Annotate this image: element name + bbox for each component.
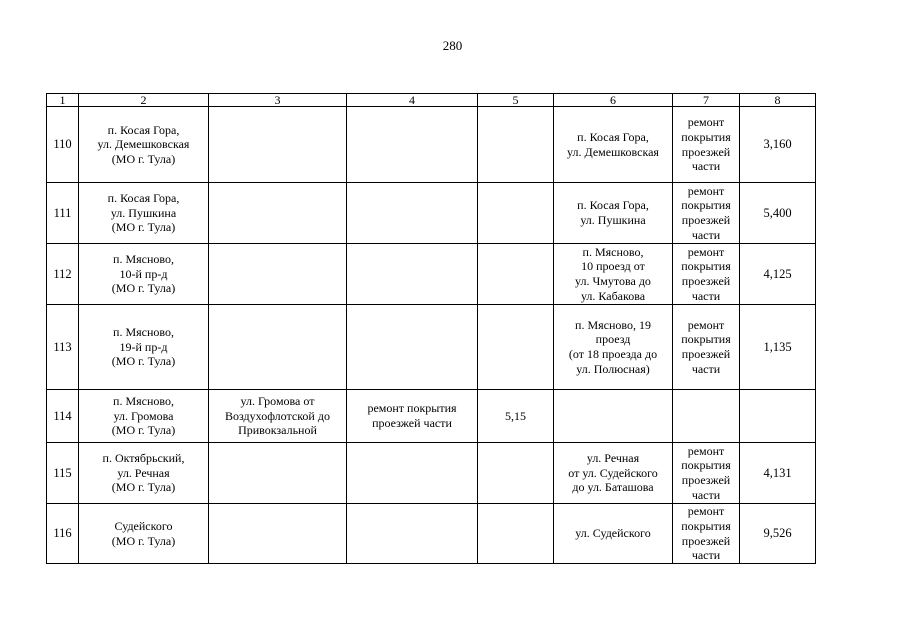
- length-cell: [478, 443, 554, 504]
- table-row: [47, 443, 816, 504]
- row-number: 112: [47, 244, 79, 305]
- length-cell: 3,160: [740, 107, 816, 183]
- work-type-cell: [347, 443, 478, 504]
- row-number: 113: [47, 305, 79, 390]
- column-header: 4: [347, 94, 478, 107]
- length-cell: 5,15: [478, 390, 554, 443]
- length-cell: [740, 390, 816, 443]
- column-header: 3: [209, 94, 347, 107]
- work-type-cell: ремонт покрытия проезжей части: [673, 183, 740, 244]
- section-cell: [209, 107, 347, 183]
- work-type-cell: [347, 305, 478, 390]
- length-cell: [478, 305, 554, 390]
- location-cell: п. Косая Гора, ул. Демешковская (МО г. Тула): [79, 107, 209, 183]
- length-cell: [478, 244, 554, 305]
- section-cell: [209, 504, 347, 564]
- work-type-cell: ремонт покрытия проезжей части: [347, 390, 478, 443]
- section-cell: ул. Громова от Воздухофлотской до Привокзальной: [209, 390, 347, 443]
- length-cell: 5,400: [740, 183, 816, 244]
- work-type-cell: ремонт покрытия проезжей части: [673, 244, 740, 305]
- work-type-cell: [347, 504, 478, 564]
- length-cell: 9,526: [740, 504, 816, 564]
- section-cell: п. Мясново, 10 проезд от ул. Чмутова до ул. Кабакова: [554, 244, 673, 305]
- location-cell: п. Мясново, ул. Громова (МО г. Тула): [79, 390, 209, 443]
- work-type-cell: ремонт покрытия проезжей части: [673, 305, 740, 390]
- work-type-cell: [347, 107, 478, 183]
- length-cell: 1,135: [740, 305, 816, 390]
- work-type-cell: ремонт покрытия проезжей части: [673, 443, 740, 504]
- table-row: [47, 183, 816, 244]
- section-cell: ул. Судейского: [554, 504, 673, 564]
- location-cell: п. Октябрьский, ул. Речная (МО г. Тула): [79, 443, 209, 504]
- section-cell: [554, 390, 673, 443]
- row-number: 114: [47, 390, 79, 443]
- work-type-cell: ремонт покрытия проезжей части: [673, 504, 740, 564]
- work-type-cell: [347, 244, 478, 305]
- location-cell: п. Косая Гора, ул. Пушкина (МО г. Тула): [79, 183, 209, 244]
- column-header: 2: [79, 94, 209, 107]
- length-cell: [478, 504, 554, 564]
- table-header-row: [47, 94, 816, 107]
- row-number: 111: [47, 183, 79, 244]
- work-type-cell: [347, 183, 478, 244]
- work-type-cell: [673, 390, 740, 443]
- section-cell: [209, 305, 347, 390]
- section-cell: [209, 183, 347, 244]
- table-row: [47, 305, 816, 390]
- work-type-cell: ремонт покрытия проезжей части: [673, 107, 740, 183]
- column-header: 1: [47, 94, 79, 107]
- row-number: 115: [47, 443, 79, 504]
- column-header: 7: [673, 94, 740, 107]
- table-row: [47, 107, 816, 183]
- row-number: 110: [47, 107, 79, 183]
- section-cell: [209, 244, 347, 305]
- length-cell: 4,131: [740, 443, 816, 504]
- table-row: [47, 390, 816, 443]
- column-header: 5: [478, 94, 554, 107]
- section-cell: п. Косая Гора, ул. Пушкина: [554, 183, 673, 244]
- section-cell: [209, 443, 347, 504]
- row-number: 116: [47, 504, 79, 564]
- length-cell: [478, 183, 554, 244]
- table-row: [47, 504, 816, 564]
- location-cell: п. Мясново, 10-й пр-д (МО г. Тула): [79, 244, 209, 305]
- location-cell: Судейского (МО г. Тула): [79, 504, 209, 564]
- column-header: 6: [554, 94, 673, 107]
- length-cell: [478, 107, 554, 183]
- section-cell: п. Косая Гора, ул. Демешковская: [554, 107, 673, 183]
- length-cell: 4,125: [740, 244, 816, 305]
- section-cell: п. Мясново, 19 проезд (от 18 проезда до ул. Полюсная): [554, 305, 673, 390]
- location-cell: п. Мясново, 19-й пр-д (МО г. Тула): [79, 305, 209, 390]
- page-number: 280: [442, 38, 463, 53]
- table-row: [47, 244, 816, 305]
- roads-table: [46, 93, 816, 564]
- column-header: 8: [740, 94, 816, 107]
- section-cell: ул. Речная от ул. Судейского до ул. Баташова: [554, 443, 673, 504]
